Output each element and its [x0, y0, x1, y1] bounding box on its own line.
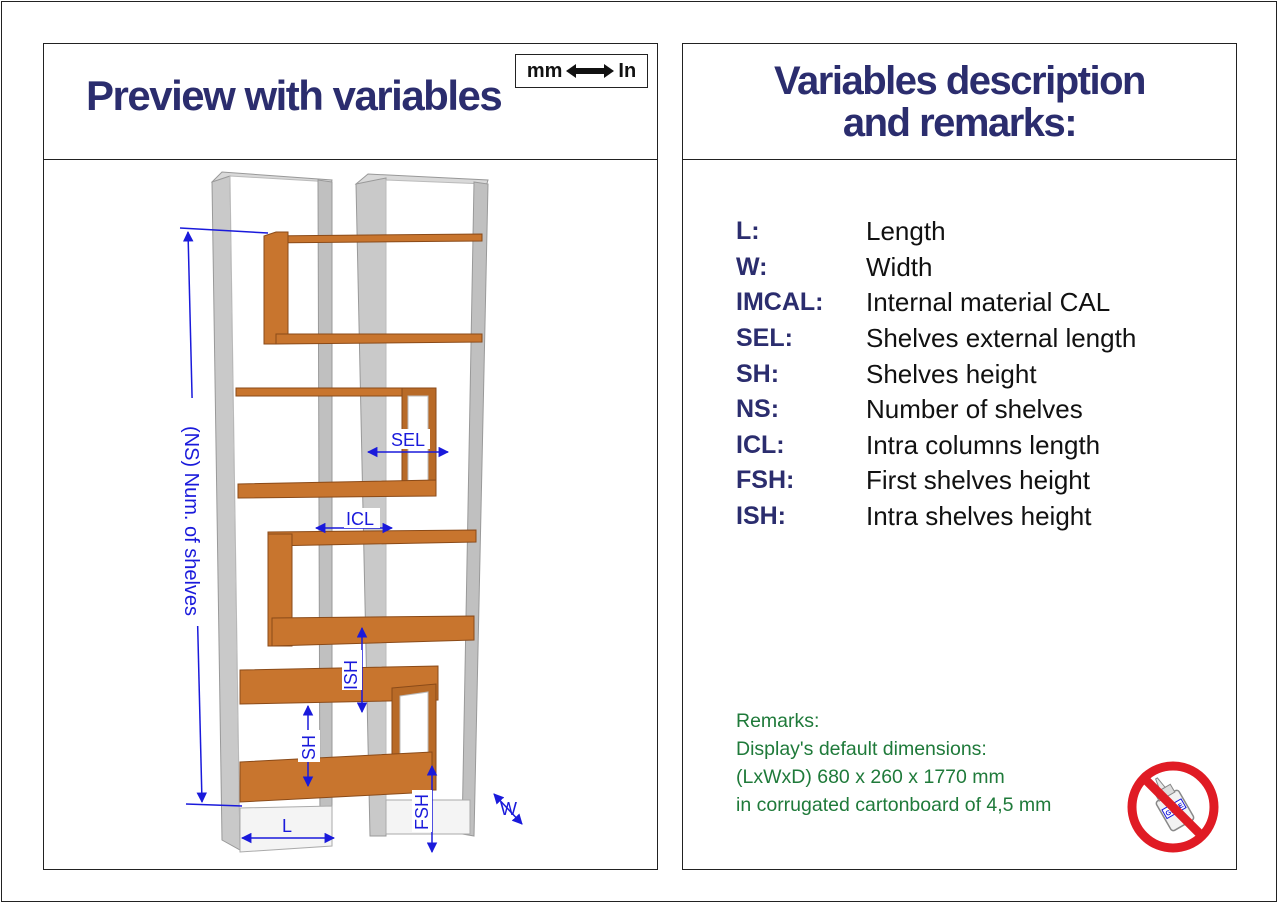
- unit-in-label: In: [618, 59, 637, 82]
- variable-desc: Number of shelves: [866, 394, 1083, 425]
- variable-code: FSH:: [736, 466, 795, 495]
- remarks-line: Display's default dimensions:: [736, 738, 987, 760]
- unit-mm-label: mm: [526, 59, 563, 82]
- variable-row: [736, 321, 1136, 357]
- variable-code: IMCAL:: [736, 288, 824, 317]
- variable-code: ISH:: [736, 502, 786, 531]
- variable-code: NS:: [736, 395, 780, 424]
- l-label: L: [282, 816, 293, 836]
- variable-desc: Intra shelves height: [866, 501, 1092, 532]
- variable-row: [736, 285, 1136, 321]
- variable-row: [736, 356, 1136, 392]
- icl-label: ICL: [346, 509, 375, 529]
- sel-label: SEL: [391, 430, 426, 450]
- variable-desc: Intra columns length: [866, 429, 1101, 460]
- variable-code: L:: [736, 217, 760, 246]
- variable-desc: Internal material CAL: [866, 287, 1111, 318]
- variable-code: SH:: [736, 359, 780, 388]
- description-title-line2: and remarks:: [842, 101, 1077, 145]
- variable-desc: Width: [866, 251, 933, 282]
- variable-desc: Shelves external length: [866, 323, 1137, 354]
- variable-row: [736, 428, 1136, 464]
- remarks-heading: Remarks:: [736, 710, 820, 732]
- description-title: [682, 60, 1237, 144]
- description-title-line1: Variables description: [774, 59, 1145, 103]
- variables-list: [736, 214, 1136, 534]
- variable-desc: Shelves height: [866, 358, 1037, 389]
- variable-code: W:: [736, 252, 768, 281]
- variable-row: [736, 392, 1136, 428]
- no-glue-icon: [1126, 760, 1220, 854]
- remarks-line: (LxWxD) 680 x 260 x 1770 mm: [736, 766, 1005, 788]
- preview-title: Preview with variables: [86, 72, 502, 119]
- variable-row: [736, 499, 1136, 535]
- description-header-divider: [682, 159, 1237, 160]
- variable-row: [736, 463, 1136, 499]
- remarks-block: [736, 707, 1051, 819]
- bookcase-diagram: [0, 0, 660, 870]
- ish-label: ISH: [341, 659, 361, 690]
- fsh-label: FSH: [412, 794, 432, 830]
- remarks-line: in corrugated cartonboard of 4,5 mm: [736, 794, 1052, 816]
- variable-desc: First shelves height: [866, 465, 1090, 496]
- variable-desc: Length: [866, 216, 946, 247]
- w-label: W: [500, 799, 517, 819]
- variable-row: [736, 250, 1136, 286]
- sh-label: SH: [299, 734, 319, 760]
- ns-label: (NS) Num. of shelves: [180, 426, 202, 617]
- variable-code: ICL:: [736, 430, 785, 459]
- variable-row: [736, 214, 1136, 250]
- variable-code: SEL:: [736, 324, 793, 353]
